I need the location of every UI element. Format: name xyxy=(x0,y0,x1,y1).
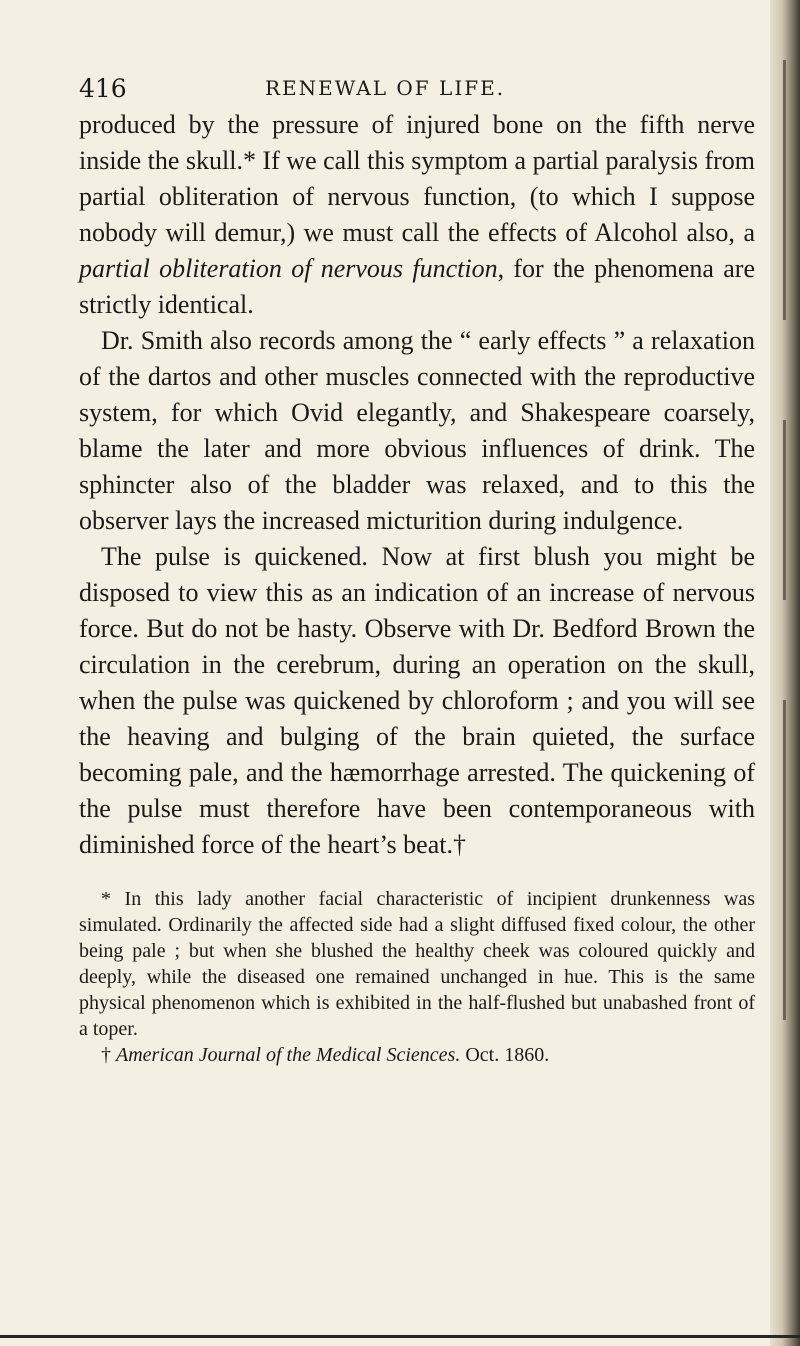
book-binding-edge xyxy=(770,0,800,1346)
body-text xyxy=(79,107,755,863)
footnotes xyxy=(79,886,755,1068)
page-header xyxy=(79,74,759,110)
edge-shadow-line xyxy=(783,700,786,1020)
paragraph-1-italic: partial obliteration of nervous function xyxy=(79,254,498,283)
paragraph-1-text-b: , for the phenomena are strictly identical. xyxy=(79,254,755,319)
paragraph-1-text-a: produced by the pressure of injured bone on the fifth nerve inside the skull.* If we call this symptom a partial paralysis from partial obliteration of nervous function, (to which I suppose nobody will demur,) we must call the effects of Alcohol also, a xyxy=(79,110,755,247)
edge-shadow-line xyxy=(783,420,786,600)
footnote-2-date: Oct. 1860. xyxy=(460,1044,550,1066)
paragraph-3: The pulse is quickened. Now at first blush you might be disposed to view this as an indication of an increase of nervous force. But do not be hasty. Observe with Dr. Bedford Brown the circulation in the cerebrum, during an operation on the skull, when the pulse was quickened by chloroform ; and you will see the heaving and bulging of the brain quieted, the surface becoming pale, and the hæmorrhage arrested. The quickening of the pulse must therefore have been contemporaneous with diminished force of the heart’s beat.† xyxy=(79,542,755,859)
paragraph-2: Dr. Smith also records among the “ early effects ” a relaxation of the dartos and other muscles connected with the reproductive system, for which Ovid elegantly, and Shakespeare coarsely, blame the later and more obvious influences of drink. The sphincter also of the bladder was relaxed, and to this the observer lays the increased micturition during indulgence. xyxy=(79,326,755,535)
bottom-edge-rule xyxy=(0,1335,800,1338)
edge-shadow-line xyxy=(783,60,786,320)
running-title: RENEWAL OF LIFE. xyxy=(265,76,506,100)
page-number: 416 xyxy=(79,74,127,103)
footnote-2 xyxy=(79,1042,755,1068)
paragraph-1 xyxy=(79,107,755,323)
footnote-2-mark: † xyxy=(101,1044,116,1066)
footnote-1: * In this lady another facial characteristic of incipient drunkenness was simulated. Ordinarily the affected side had a slight diffused fixed colour, the other being pale ; but when she blushed the healthy cheek was coloured quickly and deeply, while the diseased one remained unchanged in hue. This is the same physical phenomenon which is exhibited in the half-flushed but unabashed front of a toper. xyxy=(79,888,755,1040)
footnote-2-journal: American Journal of the Medical Sciences. xyxy=(116,1044,461,1066)
